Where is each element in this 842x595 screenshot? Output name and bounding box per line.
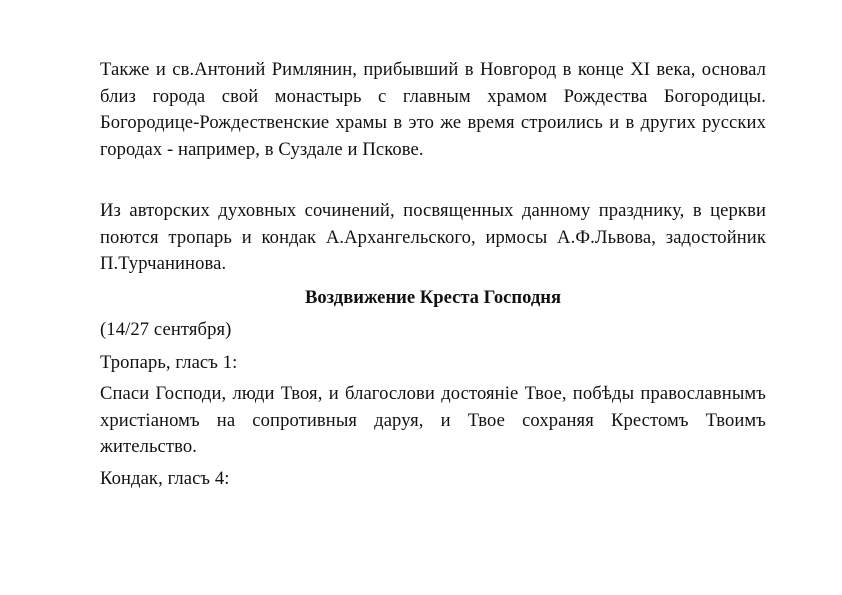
troparion-text: Спаси Господи, люди Твоя, и благослови достояніе Твое, побѣды православнымъ христіаномъ на сопротивныя даруя, и Твое сохраняя Крестомъ Твоимъ жительство.	[100, 383, 766, 458]
troparion-label: Тропарь, гласъ 1:	[100, 352, 238, 373]
paragraph-author-compositions: Из авторских духовных сочинений, посвященных данному празднику, в церкви поются тропарь и кондак А.Архангельского, ирмосы А.Ф.Львова, задостойник П.Турчанинова.	[100, 200, 766, 275]
kontakion-label: Кондак, гласъ 4:	[100, 468, 230, 489]
feast-date-line: (14/27 сентября)	[100, 319, 232, 340]
section-heading: Воздвижение Креста Господня	[304, 287, 562, 308]
paragraph-antony-roman: Также и св.Антоний Римлянин, прибывший в Новгород в конце XI века, основал близ города свой монастырь с главным храмом Рождества Богородицы. Богородице-Рождественские храмы в это же время строились и в других русских городах - например, в Суздале и Пскове.	[100, 59, 766, 161]
